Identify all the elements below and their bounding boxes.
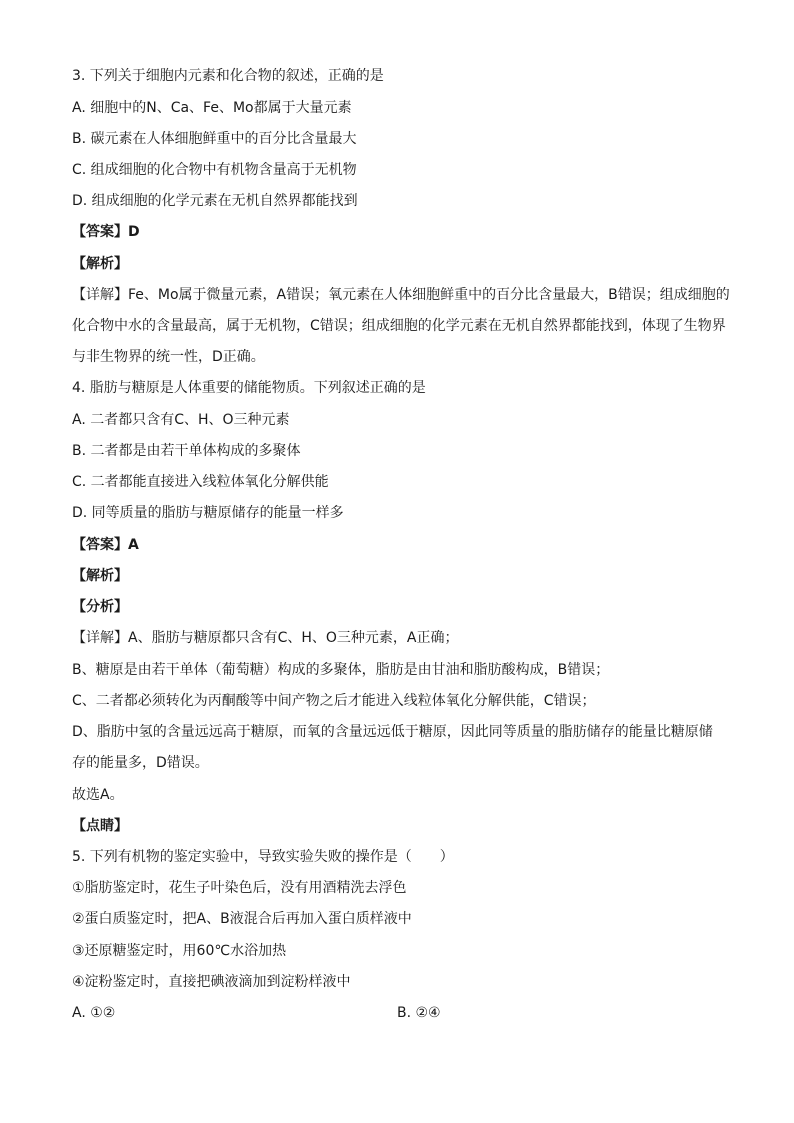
q5-item-1: ①脂肪鉴定时，花生子叶染色后，没有用酒精洗去浮色 (72, 880, 407, 896)
q3-detail-line-3: 与非生物界的统一性，D正确。 (72, 349, 265, 365)
q3-stem: 3. 下列关于细胞内元素和化合物的叙述，正确的是 (72, 68, 384, 84)
q5-option-a: A. ①② (72, 1005, 116, 1021)
q4-detail-line-3: C、二者都必须转化为丙酮酸等中间产物之后才能进入线粒体氧化分解供能，C错误； (72, 693, 596, 709)
q4-detail-line-4: D、脂肪中氢的含量远远高于糖原，而氧的含量远远低于糖原，因此同等质量的脂肪储存的能量比糖原储 (72, 724, 713, 740)
q4-option-d: D. 同等质量的脂肪与糖原储存的能量一样多 (72, 505, 344, 521)
q4-option-a: A. 二者都只含有C、H、O三种元素 (72, 412, 290, 428)
q3-option-d: D. 组成细胞的化学元素在无机自然界都能找到 (72, 193, 358, 209)
q3-option-a: A. 细胞中的N、Ca、Fe、Mo都属于大量元素 (72, 100, 352, 116)
q4-analysis-label: 【解析】 (72, 568, 128, 584)
q5-item-2: ②蛋白质鉴定时，把A、B液混合后再加入蛋白质样液中 (72, 911, 412, 927)
q3-detail-line-2: 化合物中水的含量最高，属于无机物，C错误；组成细胞的化学元素在无机自然界都能找到，体现了生物界 (72, 318, 726, 334)
q4-option-b: B. 二者都是由若干单体构成的多聚体 (72, 443, 301, 459)
q3-analysis-label: 【解析】 (72, 256, 128, 272)
q5-item-4: ④淀粉鉴定时，直接把碘液滴加到淀粉样液中 (72, 974, 351, 990)
q4-detail-line-5: 存的能量多，D错误。 (72, 755, 209, 771)
q3-detail-line-1: 【详解】Fe、Mo属于微量元素，A错误；氧元素在人体细胞鲜重中的百分比含量最大，B错误；组成细胞的 (72, 287, 730, 303)
q4-option-c: C. 二者都能直接进入线粒体氧化分解供能 (72, 474, 329, 490)
q4-answer: 【答案】A (72, 537, 139, 553)
q4-stem: 4. 脂肪与糖原是人体重要的储能物质。下列叙述正确的是 (72, 380, 426, 396)
q5-stem: 5. 下列有机物的鉴定实验中，导致实验失败的操作是（ ） (72, 849, 454, 865)
q4-fenxi-label: 【分析】 (72, 599, 128, 615)
q4-detail-line-2: B、糖原是由若干单体（葡萄糖）构成的多聚体，脂肪是由甘油和脂肪酸构成，B错误； (72, 662, 610, 678)
q5-option-b: B. ②④ (397, 1005, 441, 1021)
q4-dianjing-label: 【点睛】 (72, 818, 128, 834)
q4-detail-line-6: 故选A。 (72, 787, 124, 803)
q3-option-c: C. 组成细胞的化合物中有机物含量高于无机物 (72, 162, 357, 178)
q3-answer: 【答案】D (72, 224, 140, 240)
q4-detail-line-1: 【详解】A、脂肪与糖原都只含有C、H、O三种元素，A正确； (72, 630, 459, 646)
q5-item-3: ③还原糖鉴定时，用60℃水浴加热 (72, 943, 287, 959)
q3-option-b: B. 碳元素在人体细胞鲜重中的百分比含量最大 (72, 131, 357, 147)
